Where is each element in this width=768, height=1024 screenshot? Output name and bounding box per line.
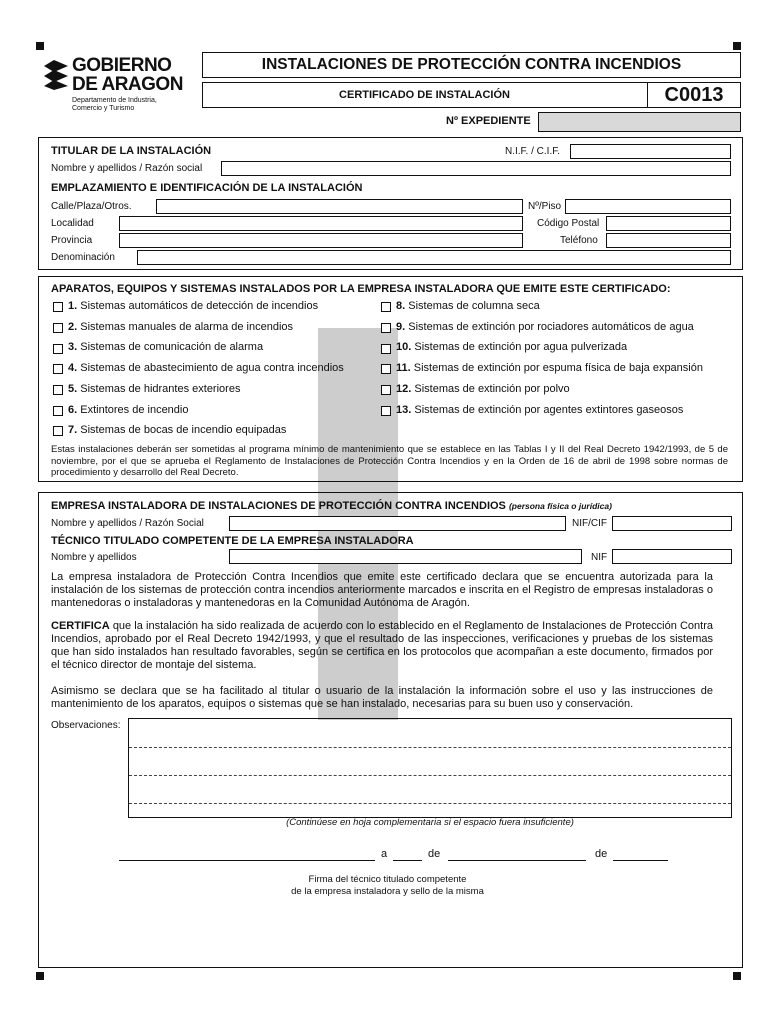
observaciones-label: Observaciones: [51,720,121,731]
checkbox-1[interactable] [53,302,63,312]
department-line2: Comercio y Turismo [72,105,135,112]
tecnico-name-field[interactable] [229,549,582,564]
checkbox-5[interactable] [53,385,63,395]
expediente-label: Nº EXPEDIENTE [446,115,531,127]
calle-label: Calle/Plaza/Otros. [51,201,132,212]
gobierno-aragon-logo [42,55,202,118]
denominacion-label: Denominación [51,252,115,263]
year-line[interactable] [613,860,668,861]
checkbox-11[interactable] [381,364,391,374]
page-title: INSTALACIONES DE PROTECCIÓN CONTRA INCENDIOS [261,56,682,73]
checkbox-13[interactable] [381,406,391,416]
checkbox-6[interactable] [53,406,63,416]
empresa-name-field[interactable] [229,516,566,531]
denominacion-field[interactable] [137,250,731,265]
cp-label: Código Postal [537,218,600,229]
titular-name-label: Nombre y apellidos / Razón social [51,163,203,174]
code-box [647,82,741,108]
list-item: 1. Sistemas automáticos de detección de incendios [68,300,319,312]
place-line[interactable] [119,860,375,861]
list-item: 13. Sistemas de extinción por agentes extintores gaseosos [396,404,684,416]
list-item: 2. Sistemas manuales de alarma de incendios [68,321,294,333]
page-subtitle: CERTIFICADO DE INSTALACIÓN [339,89,510,101]
provincia-field[interactable] [119,233,523,248]
form-code: C0013 [664,84,724,106]
logo-line2: DE ARAGON [72,74,183,95]
aparatos-heading: APARATOS, EQUIPOS Y SISTEMAS INSTALADOS POR LA EMPRESA INSTALADORA QUE EMITE ESTE CERTIFICADO: [51,283,671,295]
empresa-heading: EMPRESA INSTALADORA DE INSTALACIONES DE PROTECCIÓN CONTRA INCENDIOS (persona física o jurídica) [51,500,612,512]
checkbox-9[interactable] [381,323,391,333]
telefono-label: Teléfono [560,235,598,246]
list-item: 4. Sistemas de abastecimiento de agua contra incendios [68,362,344,374]
list-item: 11. Sistemas de extinción por espuma física de baja expansión [396,362,703,374]
checkbox-2[interactable] [53,323,63,333]
list-item: 9. Sistemas de extinción por rociadores automáticos de agua [396,321,694,333]
corner-mark [36,972,44,980]
nif-label: N.I.F. / C.I.F. [505,146,561,157]
date-de2: de [595,848,608,860]
tecnico-heading: TÉCNICO TITULADO COMPETENTE DE LA EMPRESA INSTALADORA [51,535,414,547]
checkbox-4[interactable] [53,364,63,374]
department-line1: Departamento de Industria, [72,97,157,104]
certifica-paragraph: CERTIFICA que la instalación ha sido realizada de acuerdo con lo establecido en el Reglamento de Instalaciones de Protección Contra Incendios, aprobado por el Real Decreto 1942/1993, y que el resultado de las inspecciones, verificaciones y pruebas de los sistemas que han sido instalados han resultado favorables, según se certifica en los protocolos que acompañan a este documento, firmados por el técnico director de montaje del sistema. [51,620,713,671]
checkbox-10[interactable] [381,344,391,354]
nif-field[interactable] [570,144,731,159]
localidad-label: Localidad [51,218,94,229]
localidad-field[interactable] [119,216,523,231]
telefono-field[interactable] [606,233,731,248]
continue-note: (Continúese en hoja complementaria si el espacio fuera insuficiente) [286,817,574,828]
expediente-field[interactable] [538,112,741,132]
provincia-label: Provincia [51,235,93,246]
list-item: 8. Sistemas de columna seca [396,300,540,312]
empresa-name-label: Nombre y apellidos / Razón Social [51,518,204,529]
list-item: 3. Sistemas de comunicación de alarma [68,341,264,353]
maintenance-note: Estas instalaciones deberán ser sometidas al programa mínimo de mantenimiento que se establece en las Tablas I y II del Real Decreto 1942/1993, de 5 de noviembre, por el que se aprueba el Reglamento de Instalaciones de Protección Contra Incendios y en la Orden de 16 de abril de 1998 sobre normas de procedimiento y desarrollo del Real Decreto. [51,444,728,478]
corner-mark [36,42,44,50]
title-box [202,52,741,78]
list-item: 12. Sistemas de extinción por polvo [396,383,570,395]
checkbox-12[interactable] [381,385,391,395]
firma-caption: Firma del técnico titulado competente de la empresa instaladora y sello de la misma [291,874,484,897]
checkbox-8[interactable] [381,302,391,312]
date-a: a [381,848,388,860]
list-item: 10. Sistemas de extinción por agua pulverizada [396,341,628,353]
empresa-nif-field[interactable] [612,516,732,531]
list-item: 5. Sistemas de hidrantes exteriores [68,383,241,395]
logo-line1: GOBIERNO [72,55,172,76]
cp-field[interactable] [606,216,731,231]
tecnico-nif-field[interactable] [612,549,732,564]
piso-field[interactable] [565,199,731,214]
empresa-nif-label: NIF/CIF [572,518,607,529]
emplazamiento-heading: EMPLAZAMIENTO E IDENTIFICACIÓN DE LA INSTALACIÓN [51,182,363,194]
piso-label: Nº/Piso [528,201,562,212]
calle-field[interactable] [156,199,523,214]
checkbox-3[interactable] [53,344,63,354]
checkbox-7[interactable] [53,426,63,436]
titular-heading: TITULAR DE LA INSTALACIÓN [51,145,212,157]
asimismo-paragraph: Asimismo se declara que se ha facilitado al titular o usuario de la instalación la información sobre el uso y las instrucciones de mantenimiento de los aparatos, equipos o sistemas que se han instalado, necesarias para su buen uso y conservación. [51,685,713,710]
list-item: 6. Extintores de incendio [68,404,189,416]
observaciones-field[interactable] [128,718,732,818]
date-de1: de [428,848,441,860]
tecnico-name-label: Nombre y apellidos [51,552,137,563]
corner-mark [733,42,741,50]
titular-name-field[interactable] [221,161,731,176]
corner-mark [733,972,741,980]
list-item: 7. Sistemas de bocas de incendio equipadas [68,424,287,436]
tecnico-nif-label: NIF [591,552,608,563]
declaration-paragraph: La empresa instaladora de Protección Contra Incendios que emite este certificado declara que se encuentra autorizada para la instalación de los sistemas de protección contra incendios anteriormente marcados e inscrita en el Registro de empresas instaladoras o mantenedoras o instaladoras y mantenedoras en la Comunidad Autónoma de Aragón. [51,571,713,609]
day-line[interactable] [393,860,422,861]
aragon-emblem-icon [42,60,70,90]
month-line[interactable] [448,860,586,861]
